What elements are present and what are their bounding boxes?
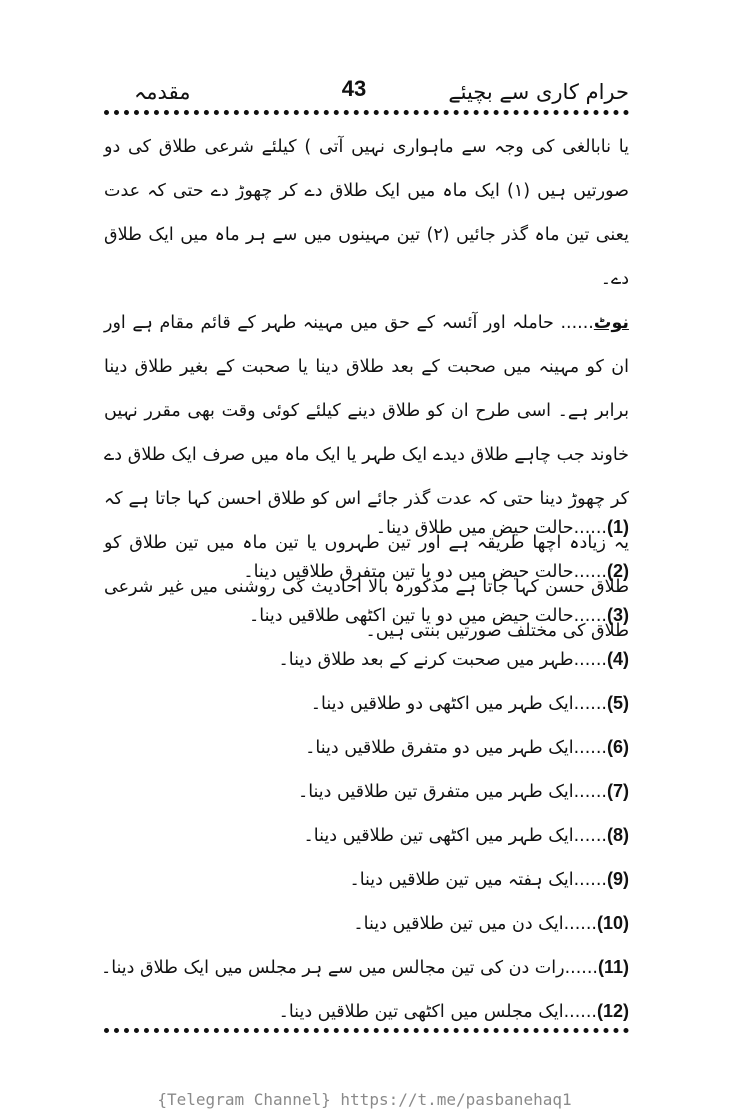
list-item <box>104 593 629 637</box>
list-item <box>104 505 629 549</box>
list-item-text: ......حالت حیض میں دو یا تین متفرق طلاقیں دینا۔ <box>243 562 607 582</box>
list-item-text: ......رات دن کی تین مجالس میں سے ہر مجلس میں ایک طلاق دینا۔ <box>100 958 598 978</box>
list-item-number: (3) <box>606 605 629 625</box>
list-item <box>104 989 629 1033</box>
list-item-number: (12) <box>596 1001 629 1021</box>
list-item <box>104 813 629 857</box>
list-item <box>104 725 629 769</box>
list-item <box>104 857 629 901</box>
list-item-text: ......حالت حیض میں طلاق دینا۔ <box>375 518 607 538</box>
list-item-text: ......طہر میں صحبت کرنے کے بعد طلاق دینا۔ <box>278 650 607 670</box>
list-item-number: (10) <box>596 913 629 933</box>
page-header <box>104 70 629 110</box>
bottom-dotted-rule <box>104 1028 629 1033</box>
note-text: ...... حاملہ اور آئسہ کے حق میں مہینہ طہر کے قائم مقام ہے اور ان کو مہینہ میں صحبت کے بعد طلاق دینا یا صحبت کے بغیر طلاق دینا برابر ہے۔ اسی طرح ان کو طلاق دینے کیلئے کوئی وقت بھی مقرر نہیں خاوند جب چاہے طلاق دیدے ایک طہر یا ایک ماہ میں صرف ایک طلاق دے کر چھوڑ دینا حتی کہ عدت گذر جائے اس کو طلاق احسن کہا جاتا ہے کہ یہ زیادہ اچھا طریقہ ہے اور تین طہروں یا تین ماہ میں تین طلاق کو طلاق حسن کہا جاتا ہے مذکورہ بالا احادیث کی روشنی میں غیر شرعی طلاق کی مختلف صورتیں بنتی ہیں۔ <box>104 313 629 641</box>
list-item <box>104 769 629 813</box>
list-item-text: ......ایک ہفتہ میں تین طلاقیں دینا۔ <box>349 870 607 890</box>
list-item <box>104 549 629 593</box>
telegram-watermark: {Telegram Channel} https://t.me/pasbanehaq1 <box>157 1090 572 1109</box>
list-item-number: (8) <box>606 825 629 845</box>
list-item <box>104 901 629 945</box>
list-item-number: (9) <box>606 869 629 889</box>
note-label: نوٹ <box>593 313 629 333</box>
list-item-number: (5) <box>606 693 629 713</box>
ruling-list <box>100 505 629 1033</box>
list-item-number: (1) <box>606 517 629 537</box>
book-title: حرام کاری سے بچیئے <box>448 80 629 104</box>
list-item-number: (4) <box>606 649 629 669</box>
top-dotted-rule <box>104 110 629 115</box>
list-item-number: (2) <box>606 561 629 581</box>
list-item-number: (7) <box>606 781 629 801</box>
page-number: 43 <box>341 76 367 101</box>
list-item-text: ......حالت حیض میں دو یا تین اکٹھی طلاقیں دینا۔ <box>249 606 607 626</box>
paragraph: یا نابالغی کی وجہ سے ماہواری نہیں آتی ) کیلئے شرعی طلاق کی دو صورتیں ہیں (۱) ایک ماہ میں ایک طلاق دے کر چھوڑ دے حتی کہ عدت یعنی تین ماہ گذر جائیں (۲) تین مہینوں میں سے ہر ماہ میں ایک طلاق دے۔ <box>104 137 629 289</box>
section-title: مقدمہ <box>134 80 191 104</box>
list-item-text: ......ایک طہر میں متفرق تین طلاقیں دینا۔ <box>297 782 607 802</box>
list-item <box>100 945 629 989</box>
list-item-text: ......ایک طہر میں دو متفرق طلاقیں دینا۔ <box>305 738 607 758</box>
list-item <box>104 681 629 725</box>
list-item-text: ......ایک طہر میں اکٹھی تین طلاقیں دینا۔ <box>303 826 607 846</box>
list-item-number: (11) <box>597 957 629 977</box>
list-item-text: ......ایک دن میں تین طلاقیں دینا۔ <box>353 914 597 934</box>
list-item-text: ......ایک طہر میں اکٹھی دو طلاقیں دینا۔ <box>310 694 607 714</box>
list-item-number: (6) <box>606 737 629 757</box>
list-item <box>104 637 629 681</box>
list-item-text: ......ایک مجلس میں اکٹھی تین طلاقیں دینا۔ <box>278 1002 597 1022</box>
